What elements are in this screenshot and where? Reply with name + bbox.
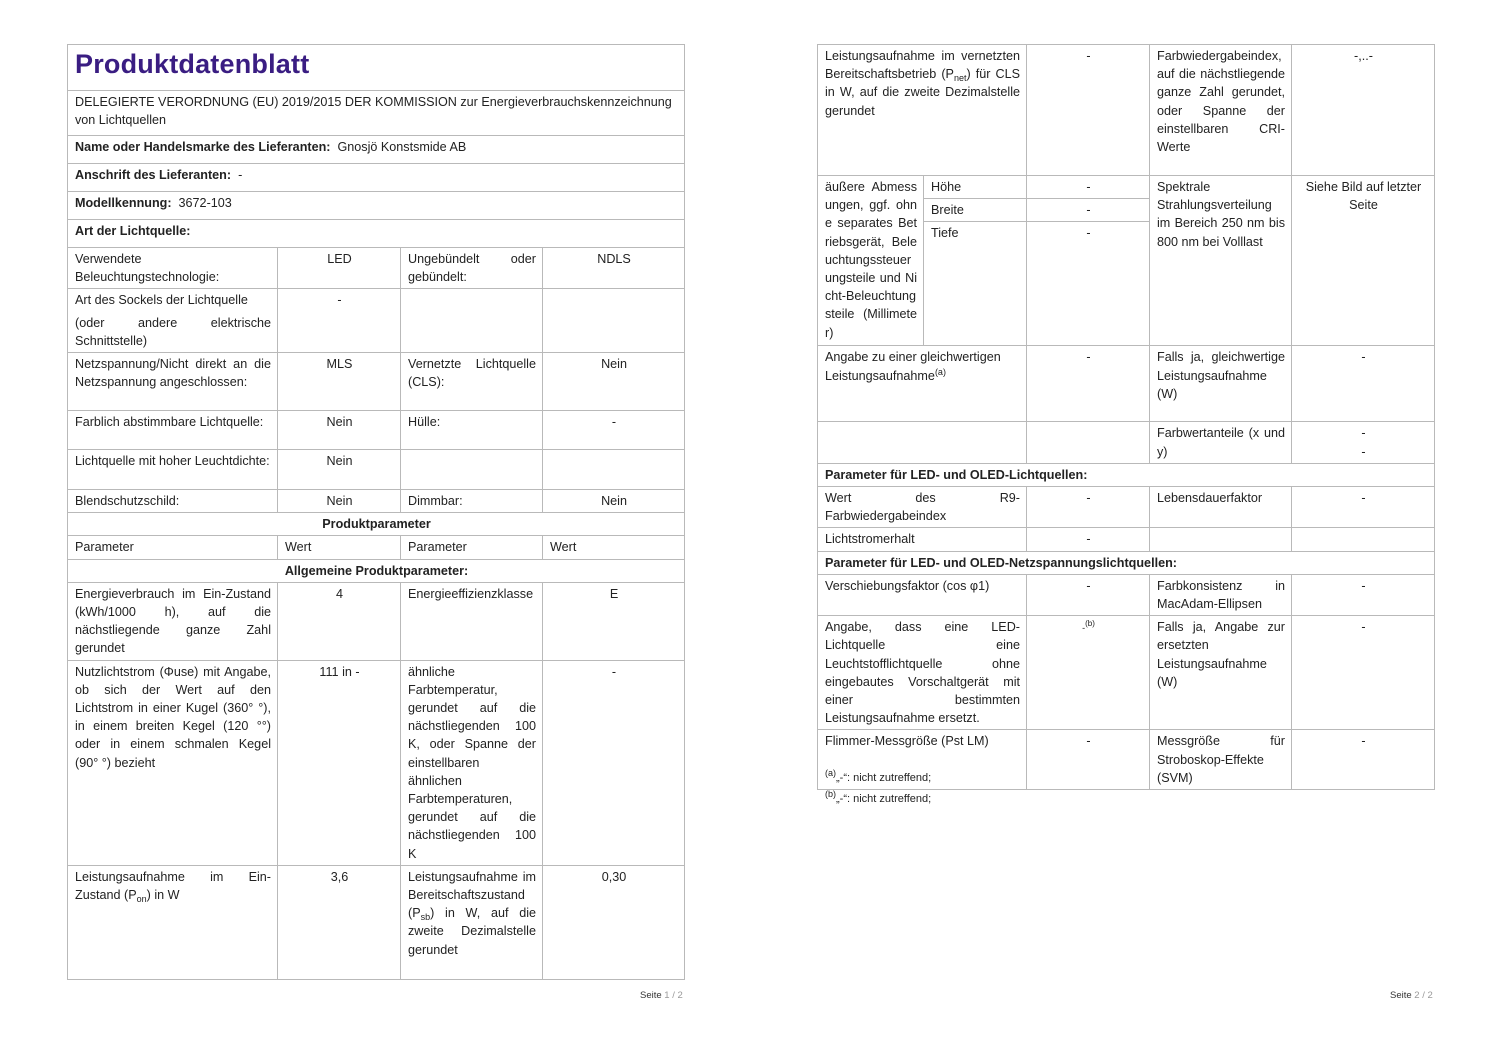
footnote-b-text: „-“: nicht zutreffend;	[836, 793, 932, 805]
footnote-b	[825, 789, 932, 805]
technology-label: Verwendete Beleuchtungstechnologie:	[68, 248, 278, 289]
product-datasheet-page-1	[67, 44, 685, 980]
mains-label: Netzspannung/Nicht direkt an die Netzspannung angeschlossen:	[68, 353, 278, 411]
useful-flux-label: Nutzlichtstrom (Φuse) mit Angabe, ob sich der Wert auf den Lichtstrom in einer Kugel (360° °), in einem breiten Kegel (120 °°) oder in einem schmalen Kegel (90° °) bezieht	[68, 660, 278, 865]
width-label: Breite	[924, 199, 1027, 222]
cap-type-label: Art des Sockels der Lichtquelle	[75, 293, 248, 308]
cct-value: -	[543, 660, 685, 865]
anti-glare-value: Nein	[278, 490, 401, 513]
empty-cell	[818, 422, 1027, 463]
footnote-a-marker: (a)	[825, 768, 836, 778]
chromaticity-x: -	[1361, 426, 1366, 441]
led-params-header: Parameter für LED- und OLED-Lichtquellen:	[818, 463, 1435, 486]
footnote-ref-a: (a)	[934, 366, 946, 377]
supplier-label: Name oder Handelsmarke des Lieferanten:	[75, 140, 331, 154]
equivalent-power-w-label: Falls ja, gleichwertige Leistungsaufnahme (W)	[1150, 346, 1292, 422]
equivalent-power-value: -	[1027, 346, 1150, 422]
directional-value: NDLS	[543, 248, 685, 289]
standby-power-sub: sb	[420, 912, 431, 923]
footnote-a-text: „-“: nicht zutreffend;	[836, 772, 932, 784]
cap-type-sublabel: (oder andere elektrische Schnittstelle)	[75, 315, 271, 348]
svm-value: -	[1292, 730, 1435, 790]
connected-value: Nein	[543, 353, 685, 411]
efficiency-class-value: E	[543, 582, 685, 660]
product-params-header: Produktparameter	[68, 513, 685, 536]
footnote-b-marker: (b)	[825, 789, 836, 799]
led-replaces-dash: -	[1082, 623, 1086, 634]
equivalent-power-text: Angabe zu einer gleichwertigen Leistungsaufnahme	[825, 350, 1001, 383]
networked-standby-sub: net	[953, 73, 967, 84]
technology-value: LED	[278, 248, 401, 289]
general-params-header: Allgemeine Produktparameter:	[68, 559, 685, 582]
on-mode-power-text-end: ) in W	[146, 888, 180, 903]
lumen-maintenance-label: Lichtstromerhalt	[818, 528, 1027, 551]
high-luminance-label: Lichtquelle mit hoher Leuchtdichte:	[68, 450, 278, 490]
mains-params-header: Parameter für LED- und OLED-Netzspannungslichtquellen:	[818, 551, 1435, 574]
energy-consumption-value: 4	[278, 582, 401, 660]
envelope-value: -	[543, 411, 685, 450]
footer-label: Seite	[1390, 990, 1412, 1001]
flicker-label: Flimmer-Messgröße (Pst LM)	[818, 730, 1027, 790]
product-datasheet-page-2	[817, 44, 1435, 790]
dimensions-label: äußere Abmessungen, ggf. ohne separates Betriebsgerät, Beleuchtungssteuerungsteile und Nicht-Beleuchtungsteile (Millimeter)	[818, 176, 924, 346]
networked-standby-text: Leistungsaufnahme im vernetzten Bereitschaftsbetrieb (P	[825, 49, 1020, 82]
cct-label: ähnliche Farbtemperatur, gerundet auf die nächstliegenden 100 K, oder Spanne der einstellbaren ähnlichen Farbtemperaturen, gerundet auf die nächstliegenden 100 K	[401, 660, 543, 865]
on-mode-power-value: 3,6	[278, 865, 401, 979]
led-replaces-label: Angabe, dass eine LED-Lichtquelle eine Leuchtstofflichtquelle ohne eingebautes Vorschaltgerät mit einer bestimmten Leistungsaufnahme ersetzt.	[818, 616, 1027, 730]
col-header-parameter: Parameter	[401, 536, 543, 559]
footnote-ref-b: (b)	[1085, 619, 1095, 629]
cap-type-value: -	[278, 289, 401, 353]
address-value: -	[238, 168, 243, 182]
cri-value: -,..-	[1292, 45, 1435, 176]
displacement-factor-label: Verschiebungsfaktor (cos φ1)	[818, 574, 1027, 615]
envelope-label: Hülle:	[401, 411, 543, 450]
energy-consumption-label: Energieverbrauch im Ein-Zustand (kWh/1000 h), auf die nächstliegende ganze Zahl gerundet	[68, 582, 278, 660]
footer-page-number: 2 / 2	[1414, 990, 1433, 1001]
high-luminance-value: Nein	[278, 450, 401, 490]
color-tunable-label: Farblich abstimmbare Lichtquelle:	[68, 411, 278, 450]
supplier-value: Gnosjö Konstsmide AB	[337, 140, 467, 154]
page-footer-2	[1390, 990, 1433, 1001]
empty-cell	[1292, 528, 1435, 551]
regulation-text: DELEGIERTE VERORDNUNG (EU) 2019/2015 DER KOMMISSION zur Energieverbrauchskennzeichnung von Lichtquellen	[68, 91, 685, 136]
empty-cell	[1150, 528, 1292, 551]
color-tunable-value: Nein	[278, 411, 401, 450]
address-row	[68, 164, 685, 192]
equivalent-power-w-value: -	[1292, 346, 1435, 422]
footnote-a	[825, 768, 932, 784]
r9-label: Wert des R9-Farbwiedergabeindex	[818, 487, 1027, 528]
connected-label: Vernetzte Lichtquelle (CLS):	[401, 353, 543, 411]
on-mode-power-label	[68, 865, 278, 979]
lightsource-type-label: Art der Lichtquelle:	[68, 220, 685, 248]
dimmable-value: Nein	[543, 490, 685, 513]
networked-standby-label	[818, 45, 1027, 176]
model-row	[68, 192, 685, 220]
directional-label: Ungebündelt oder gebündelt:	[401, 248, 543, 289]
col-header-parameter: Parameter	[68, 536, 278, 559]
efficiency-class-label: Energieeffizienzklasse	[401, 582, 543, 660]
empty-cell	[543, 450, 685, 490]
networked-standby-text-end: ) für CLS in W, auf die zweite Dezimalstelle gerundet	[825, 67, 1020, 118]
footer-label: Seite	[640, 990, 662, 1001]
depth-label: Tiefe	[924, 222, 1027, 346]
survival-factor-label: Lebensdauerfaktor	[1150, 487, 1292, 528]
on-mode-power-text: Leistungsaufnahme im Ein-Zustand (P	[75, 869, 271, 903]
spectral-label: Spektrale Strahlungsverteilung im Bereich 250 nm bis 800 nm bei Volllast	[1150, 176, 1292, 346]
empty-cell	[543, 289, 685, 353]
flicker-value: -	[1027, 730, 1150, 790]
page-title: Produktdatenblatt	[68, 45, 685, 91]
mains-value: MLS	[278, 353, 401, 411]
width-value: -	[1027, 199, 1150, 222]
height-label: Höhe	[924, 176, 1027, 199]
cri-label: Farbwiedergabeindex, auf die nächstliegende ganze Zahl gerundet, oder Spanne der einstellbaren CRI-Werte	[1150, 45, 1292, 176]
address-label: Anschrift des Lieferanten:	[75, 168, 232, 182]
chromaticity-label: Farbwertanteile (x und y)	[1150, 422, 1292, 463]
led-replaces-value	[1027, 616, 1150, 730]
lumen-maintenance-value: -	[1027, 528, 1150, 551]
replaced-power-value: -	[1292, 616, 1435, 730]
color-consistency-label: Farbkonsistenz in MacAdam-Ellipsen	[1150, 574, 1292, 615]
standby-power-text-end: ) in W, auf die zweite Dezimalstelle gerundet	[408, 906, 536, 957]
networked-standby-value: -	[1027, 45, 1150, 176]
cap-type-cell	[68, 289, 278, 353]
useful-flux-value: 111 in -	[278, 660, 401, 865]
height-value: -	[1027, 176, 1150, 199]
depth-value: -	[1027, 222, 1150, 346]
on-mode-power-sub: on	[136, 894, 147, 905]
svm-label: Messgröße für Stroboskop-Effekte (SVM)	[1150, 730, 1292, 790]
model-label: Modellkennung:	[75, 196, 172, 210]
dimmable-label: Dimmbar:	[401, 490, 543, 513]
supplier-row	[68, 136, 685, 164]
footer-page-number: 1 / 2	[664, 990, 683, 1001]
survival-factor-value: -	[1292, 487, 1435, 528]
displacement-factor-value: -	[1027, 574, 1150, 615]
equivalent-power-label	[818, 346, 1027, 422]
r9-value: -	[1027, 487, 1150, 528]
chromaticity-values	[1292, 422, 1435, 463]
spectral-value: Siehe Bild auf letzter Seite	[1292, 176, 1435, 346]
standby-power-label	[401, 865, 543, 979]
chromaticity-y: -	[1361, 444, 1366, 459]
color-consistency-value: -	[1292, 574, 1435, 615]
standby-power-value: 0,30	[543, 865, 685, 979]
model-value: 3672-103	[178, 196, 232, 210]
col-header-value: Wert	[543, 536, 685, 559]
col-header-value: Wert	[278, 536, 401, 559]
standby-power-text: Leistungsaufnahme im Bereitschaftszustand (P	[408, 869, 536, 921]
empty-cell	[401, 450, 543, 490]
anti-glare-label: Blendschutzschild:	[68, 490, 278, 513]
empty-cell	[1027, 422, 1150, 463]
page-footer-1	[640, 990, 683, 1001]
empty-cell	[401, 289, 543, 353]
replaced-power-label: Falls ja, Angabe zur ersetzten Leistungsaufnahme (W)	[1150, 616, 1292, 730]
